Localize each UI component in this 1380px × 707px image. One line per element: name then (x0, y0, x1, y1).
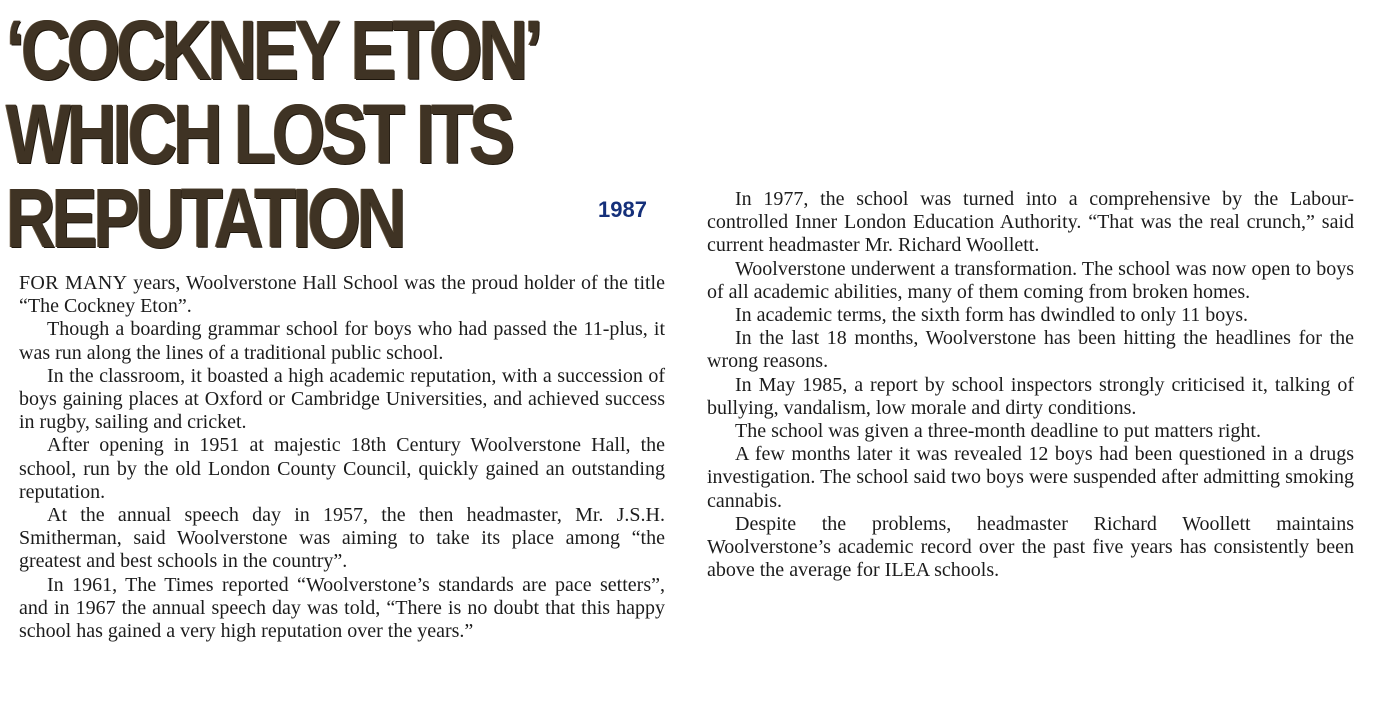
paragraph: Woolverstone underwent a transformation. The school was now open to boys of all academic abilities, many of them coming from broken homes. (707, 257, 1354, 303)
paragraph: In 1961, The Times reported “Woolverstone’s standards are pace setters”, and in 1967 the annual speech day was told, “There is no doubt that this happy school has gained a very high reputation over the years.” (19, 573, 665, 643)
paragraph: In academic terms, the sixth form has dwindled to only 11 boys. (735, 304, 1249, 327)
paragraph: At the annual speech day in 1957, the then headmaster, Mr. J.S.H. Smitherman, said Woolverstone was aiming to take its place among “the greatest and best schools in the country”. (19, 504, 665, 573)
headline-line-3: REPUTATION (6, 171, 403, 265)
paragraph: The school was given a three-month deadline to put matters right. (735, 420, 1261, 443)
paragraph: In the classroom, it boasted a high academic reputation, with a succession of boys gaining places at Oxford or Cambridge Universities, and achieved success in rugby, sailing and cricket. (19, 364, 665, 434)
paragraph: A few months later it was revealed 12 boys had been questioned in a drugs investigation. The school said two boys were suspended after admitting smoking cannabis. (707, 443, 1354, 512)
paragraph: In 1977, the school was turned into a comprehensive by the Labour-controlled Inner London Education Authority. “That was the real crunch,” said current headmaster Mr. Richard Woollett. (707, 188, 1354, 257)
headline (6, 3, 540, 265)
lead-caps: FOR MANY (19, 272, 128, 294)
article-column-right (707, 188, 1354, 582)
lead-text: years, Woolverstone Hall School was the proud holder of the title “The Cockney Eton”. (19, 272, 665, 318)
lead-paragraph (19, 272, 665, 318)
paragraph: Though a boarding grammar school for boys who had passed the 11-plus, it was run along the lines of a traditional public school. (19, 318, 665, 364)
paragraph: Despite the problems, headmaster Richard Woollett maintains Woolverstone’s academic record over the past five years has consistently been above the average for ILEA schools. (707, 512, 1354, 582)
article-column-left (19, 272, 665, 643)
paragraph: In May 1985, a report by school inspectors strongly criticised it, talking of bullying, vandalism, low morale and dirty conditions. (707, 373, 1354, 419)
paragraph: In the last 18 months, Woolverstone has been hitting the headlines for the wrong reasons. (707, 327, 1354, 373)
headline-line-2: WHICH LOST ITS (6, 87, 512, 181)
year-label: 1987 (598, 197, 647, 222)
headline-line-1: ‘COCKNEY ETON’ (6, 3, 540, 97)
paragraph: After opening in 1951 at majestic 18th Century Woolverstone Hall, the school, run by the old London County Council, quickly gained an outstanding reputation. (19, 434, 665, 503)
